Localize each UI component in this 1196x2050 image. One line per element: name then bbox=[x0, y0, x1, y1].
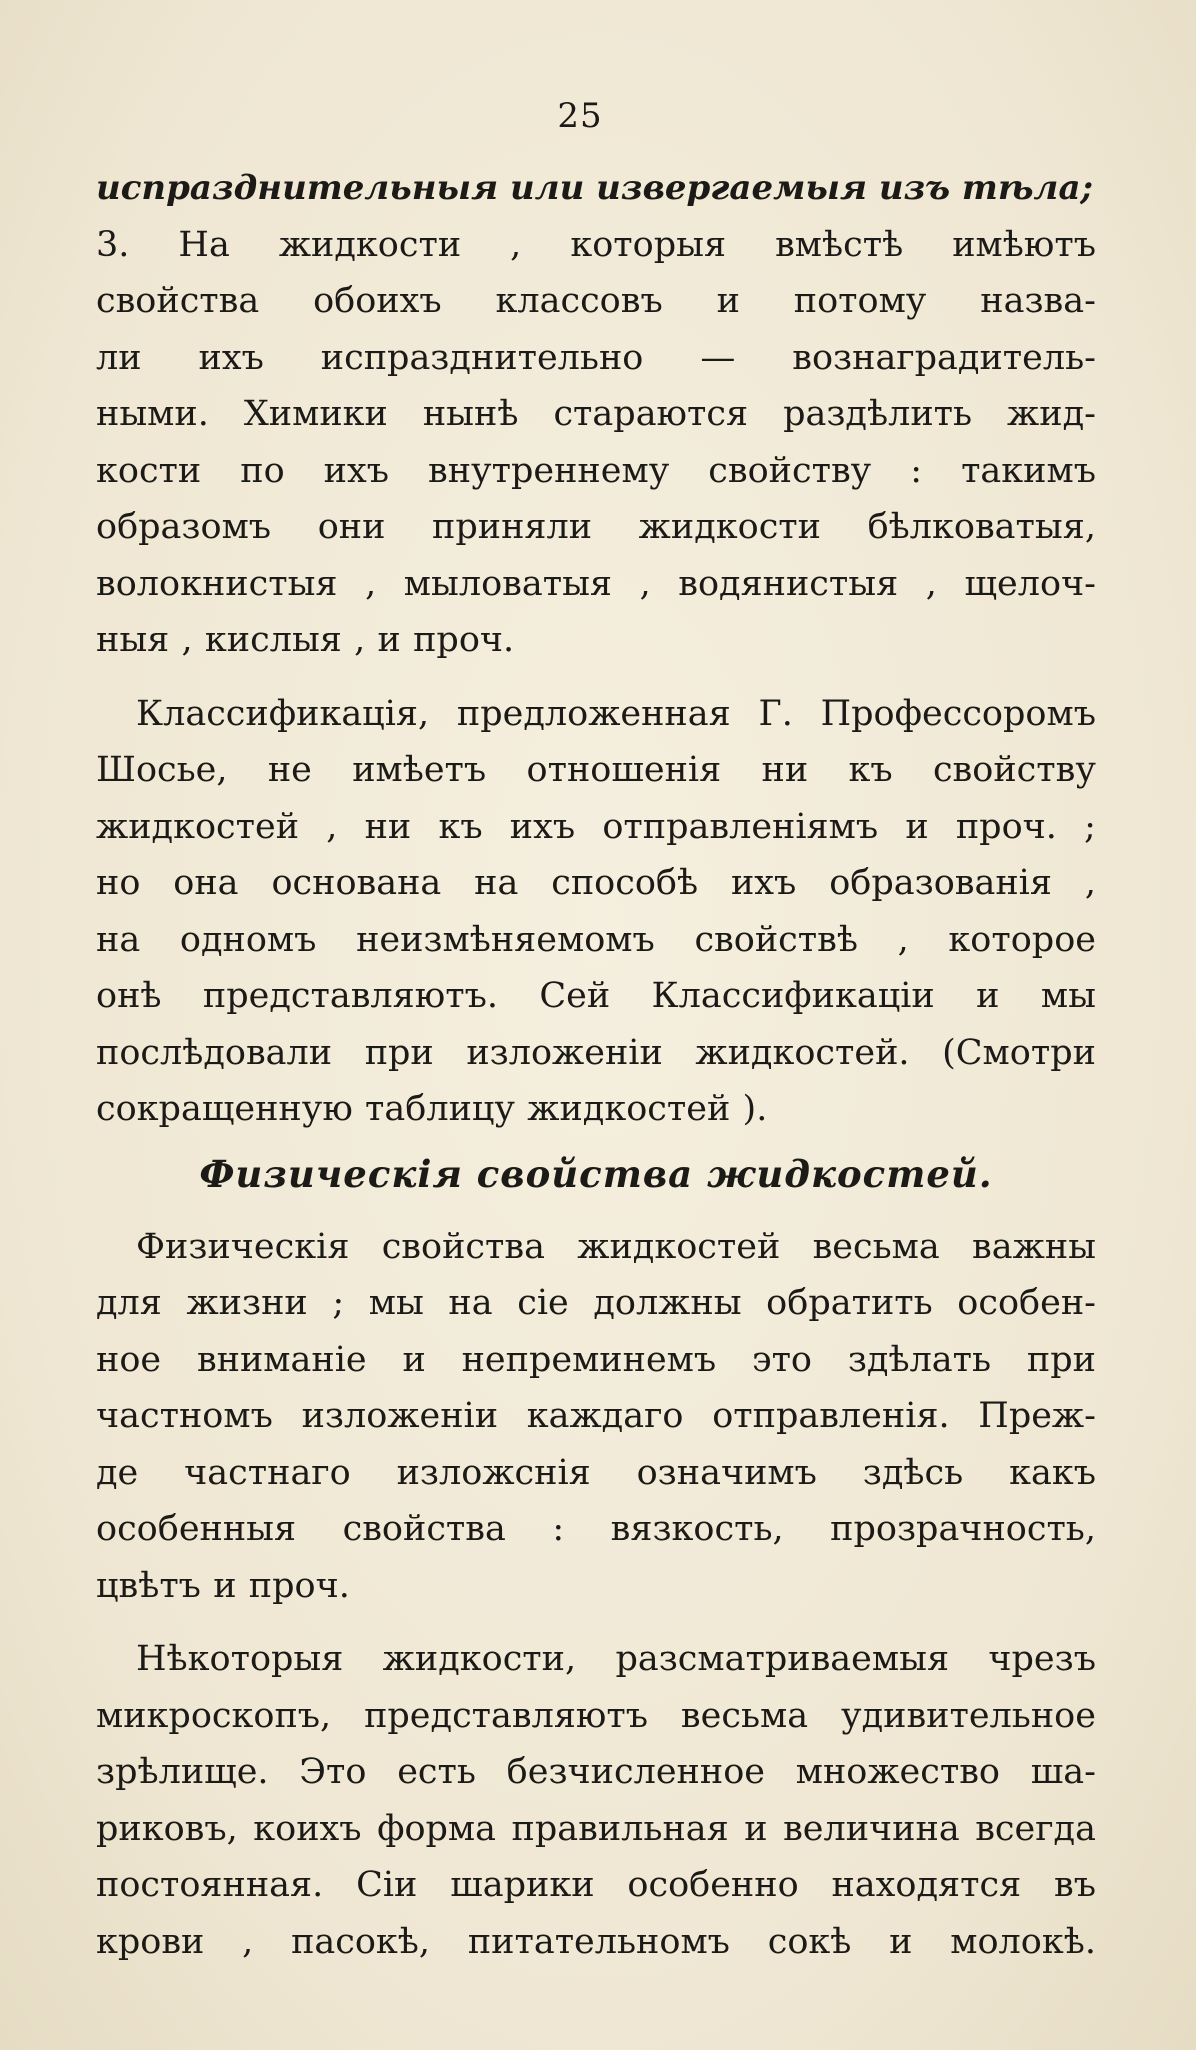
word: отношенія bbox=[526, 750, 722, 790]
word: , bbox=[1084, 863, 1096, 903]
word: 3. bbox=[96, 224, 130, 265]
word: образованія bbox=[829, 863, 1052, 903]
paragraph-1 bbox=[96, 160, 1096, 669]
word: жидкостей bbox=[577, 1226, 781, 1267]
word: шарики bbox=[450, 1865, 595, 1905]
word: есть bbox=[397, 1752, 476, 1792]
word: образомъ bbox=[96, 507, 272, 547]
text-line bbox=[96, 968, 1096, 1025]
word: ныя bbox=[96, 620, 170, 660]
page-number: 25 bbox=[557, 96, 603, 136]
word: питательномъ bbox=[467, 1921, 730, 1962]
word: особенно bbox=[627, 1865, 799, 1905]
word: и bbox=[716, 281, 740, 321]
word: ными. bbox=[96, 394, 209, 434]
word: означимъ bbox=[636, 1452, 817, 1493]
word: и bbox=[889, 1921, 913, 1962]
word: — bbox=[700, 337, 736, 378]
word: бѣлковатыя, bbox=[867, 507, 1096, 547]
text-line bbox=[96, 1801, 1096, 1858]
word: Физическія bbox=[136, 1226, 350, 1267]
word: вознаградитель- bbox=[792, 337, 1096, 378]
word: въ bbox=[1054, 1865, 1096, 1905]
word: мы bbox=[368, 1283, 424, 1323]
word: представляютъ bbox=[364, 1695, 649, 1736]
word: Классификація, bbox=[136, 693, 430, 734]
word: разсматриваемыя bbox=[615, 1639, 950, 1679]
text-line bbox=[96, 1558, 1096, 1615]
word: , bbox=[242, 1921, 254, 1962]
word: жидкостей. bbox=[695, 1032, 910, 1073]
word: прозрачность, bbox=[830, 1509, 1096, 1549]
word: Шосье, bbox=[96, 750, 228, 790]
word: свойствѣ bbox=[694, 919, 858, 960]
word: чрезъ bbox=[988, 1639, 1096, 1679]
word: волокнистыя bbox=[96, 563, 338, 604]
text-line bbox=[96, 1275, 1096, 1332]
word: весьма bbox=[680, 1695, 809, 1736]
word: таблицу bbox=[365, 1089, 516, 1129]
text-line bbox=[96, 742, 1096, 799]
text-line bbox=[96, 386, 1096, 443]
word: онѣ bbox=[96, 976, 162, 1016]
word: это bbox=[751, 1339, 813, 1380]
word: водянистыя bbox=[678, 563, 899, 604]
word: ихъ bbox=[730, 863, 797, 903]
word: кости bbox=[96, 450, 202, 491]
word: и bbox=[976, 976, 1000, 1016]
text-line bbox=[96, 1219, 1096, 1276]
word: , bbox=[925, 563, 937, 604]
word: Г. bbox=[758, 693, 793, 734]
section-heading: Физическія свойства жидкостей. bbox=[199, 1151, 993, 1196]
word: обратить bbox=[766, 1283, 933, 1323]
word: имѣютъ bbox=[952, 224, 1096, 265]
word: неизмѣняемомъ bbox=[356, 919, 655, 960]
word: частномъ bbox=[96, 1396, 273, 1436]
word: имѣетъ bbox=[352, 750, 487, 790]
word: свойства bbox=[381, 1226, 545, 1267]
word: Это bbox=[299, 1752, 367, 1792]
text-line bbox=[96, 273, 1096, 330]
word: къ bbox=[438, 806, 483, 847]
word: ное bbox=[96, 1339, 162, 1380]
word: микроскопъ, bbox=[96, 1695, 332, 1736]
page-text bbox=[96, 160, 1096, 1970]
word: испразднительно bbox=[320, 337, 644, 378]
word: классовъ bbox=[495, 281, 663, 321]
text-line bbox=[96, 1688, 1096, 1745]
word: частнаго bbox=[184, 1452, 351, 1493]
word: ; bbox=[332, 1283, 345, 1323]
word: свойству bbox=[932, 750, 1096, 790]
word: ли bbox=[96, 337, 142, 378]
word: всегда bbox=[975, 1808, 1096, 1849]
word: жидкости bbox=[278, 224, 462, 265]
word: Химики bbox=[243, 394, 388, 434]
word: Преж- bbox=[978, 1396, 1096, 1436]
word: назва- bbox=[980, 281, 1096, 321]
word: одномъ bbox=[179, 919, 317, 960]
word: цвѣтъ bbox=[96, 1565, 201, 1606]
word: должны bbox=[593, 1283, 742, 1323]
word: ). bbox=[742, 1089, 768, 1129]
word: свойства bbox=[342, 1509, 506, 1549]
word: жидкостей bbox=[527, 1089, 731, 1129]
word: Классификаціи bbox=[651, 976, 935, 1016]
word: , bbox=[354, 620, 366, 660]
word: безчисленное bbox=[506, 1752, 765, 1792]
word: Сей bbox=[539, 976, 611, 1016]
word: жидкости, bbox=[382, 1639, 577, 1679]
word: Профессоромъ bbox=[820, 693, 1096, 734]
word: на bbox=[448, 1283, 493, 1323]
word: послѣдовали bbox=[96, 1032, 333, 1073]
text-line bbox=[96, 1388, 1096, 1445]
word: и bbox=[744, 1808, 768, 1849]
word: жизни bbox=[186, 1283, 308, 1323]
word: жид- bbox=[1007, 394, 1096, 434]
word: жидкости bbox=[638, 507, 821, 547]
word: она bbox=[173, 863, 239, 903]
word: де bbox=[96, 1452, 139, 1493]
word: не bbox=[267, 750, 312, 790]
word: зрѣлище. bbox=[96, 1752, 269, 1792]
text-line bbox=[96, 1332, 1096, 1389]
word: : bbox=[552, 1509, 565, 1549]
word: ихъ bbox=[509, 806, 576, 847]
word: проч. bbox=[413, 620, 515, 660]
word: жидкостей bbox=[96, 806, 300, 847]
text-line bbox=[96, 1081, 1096, 1138]
word: отправленіямъ bbox=[602, 806, 879, 847]
word: изложеніи bbox=[466, 1032, 663, 1073]
word: кислыя bbox=[204, 620, 342, 660]
word: которыя bbox=[570, 224, 727, 265]
word: , bbox=[639, 563, 651, 604]
word: (Смотри bbox=[942, 1032, 1096, 1073]
line-text: испразднительныя или извергаемыя изъ тѣла; bbox=[96, 168, 1094, 208]
text-line bbox=[96, 330, 1096, 387]
text-line bbox=[96, 1744, 1096, 1801]
word: свойству bbox=[708, 450, 872, 491]
word: мыловатыя bbox=[403, 563, 613, 604]
word: весьма bbox=[812, 1226, 940, 1267]
word: каждаго bbox=[526, 1396, 684, 1436]
word: нынѣ bbox=[422, 394, 519, 434]
text-line bbox=[96, 799, 1096, 856]
word: риковъ, bbox=[96, 1808, 238, 1849]
text-line bbox=[96, 443, 1096, 500]
word: проч. bbox=[955, 806, 1057, 847]
word: , bbox=[365, 563, 377, 604]
word: пасокѣ, bbox=[291, 1921, 431, 1962]
word: сіе bbox=[517, 1283, 569, 1323]
word: коихъ bbox=[253, 1808, 362, 1849]
word: , bbox=[510, 224, 522, 265]
word: ни bbox=[364, 806, 412, 847]
word: Сіи bbox=[356, 1865, 418, 1905]
word: здѣлать bbox=[847, 1339, 992, 1380]
text-line bbox=[96, 855, 1096, 912]
word: представляютъ. bbox=[202, 976, 498, 1016]
word: : bbox=[910, 450, 923, 491]
word: изложснія bbox=[396, 1452, 591, 1493]
word: важны bbox=[972, 1226, 1096, 1267]
word: , bbox=[326, 806, 338, 847]
word: такимъ bbox=[961, 450, 1096, 491]
text-line bbox=[96, 1501, 1096, 1558]
word: для bbox=[96, 1283, 162, 1323]
text-line bbox=[96, 1631, 1096, 1688]
word: ни bbox=[761, 750, 809, 790]
word: при bbox=[364, 1032, 434, 1073]
word: молокѣ. bbox=[950, 1921, 1096, 1962]
word: внутреннему bbox=[428, 450, 670, 491]
word: особенныя bbox=[96, 1509, 297, 1549]
word: крови bbox=[96, 1921, 205, 1962]
word: и bbox=[905, 806, 929, 847]
word: ихъ bbox=[198, 337, 264, 378]
word: , bbox=[897, 919, 909, 960]
paragraph-4 bbox=[96, 1631, 1096, 1970]
word: непреминемъ bbox=[461, 1339, 717, 1380]
word: но bbox=[96, 863, 141, 903]
word: ша- bbox=[1030, 1752, 1096, 1792]
word: вязкость, bbox=[610, 1509, 784, 1549]
word: обоихъ bbox=[313, 281, 442, 321]
word: находятся bbox=[831, 1865, 1022, 1905]
word: сокѣ bbox=[767, 1921, 852, 1962]
text-line bbox=[96, 499, 1096, 556]
word: ихъ bbox=[323, 450, 389, 491]
word: мы bbox=[1040, 976, 1096, 1016]
text-line bbox=[96, 912, 1096, 969]
paragraph-2 bbox=[96, 686, 1096, 1138]
word: по bbox=[240, 450, 285, 491]
word: вмѣстѣ bbox=[775, 224, 904, 265]
word: стараются bbox=[553, 394, 749, 434]
word: величина bbox=[783, 1808, 960, 1849]
text-line bbox=[96, 686, 1096, 743]
word: постоянная. bbox=[96, 1865, 324, 1905]
text-line bbox=[96, 1445, 1096, 1502]
word: основана bbox=[271, 863, 442, 903]
word: они bbox=[317, 507, 386, 547]
word: которое bbox=[948, 919, 1096, 960]
word: проч. bbox=[248, 1565, 350, 1606]
word: предложенная bbox=[456, 693, 731, 734]
word: раздѣлить bbox=[783, 394, 973, 434]
text-line bbox=[96, 1914, 1096, 1971]
paragraph-3 bbox=[96, 1219, 1096, 1615]
text-line bbox=[96, 1857, 1096, 1914]
word: вниманіе bbox=[196, 1339, 367, 1380]
word: на bbox=[474, 863, 519, 903]
word: какъ bbox=[1009, 1452, 1096, 1493]
word: отправленія. bbox=[712, 1396, 950, 1436]
word: особен- bbox=[957, 1283, 1096, 1323]
text-line bbox=[96, 556, 1096, 613]
word: приняли bbox=[432, 507, 593, 547]
word: здѣсь bbox=[862, 1452, 964, 1493]
word: , bbox=[181, 620, 193, 660]
word: форма bbox=[377, 1808, 497, 1849]
text-line bbox=[96, 160, 1096, 217]
word: множество bbox=[795, 1752, 1000, 1792]
word: На bbox=[178, 224, 230, 265]
word: и bbox=[402, 1339, 426, 1380]
word: потому bbox=[793, 281, 927, 321]
word: къ bbox=[848, 750, 893, 790]
word: правильная bbox=[511, 1808, 729, 1849]
word: и bbox=[213, 1565, 237, 1606]
word: способѣ bbox=[551, 863, 699, 903]
word: сокращенную bbox=[96, 1089, 353, 1129]
text-line bbox=[96, 612, 1096, 669]
text-line bbox=[96, 1025, 1096, 1082]
word: изложеніи bbox=[301, 1396, 499, 1436]
word: Нѣкоторыя bbox=[136, 1639, 344, 1679]
word: ; bbox=[1084, 806, 1096, 847]
word: и bbox=[377, 620, 401, 660]
word: на bbox=[96, 919, 141, 960]
word: свойства bbox=[96, 281, 260, 321]
word: щелоч- bbox=[964, 563, 1096, 604]
word: при bbox=[1026, 1339, 1096, 1380]
word: удивительное bbox=[840, 1695, 1096, 1736]
text-line bbox=[96, 217, 1096, 274]
